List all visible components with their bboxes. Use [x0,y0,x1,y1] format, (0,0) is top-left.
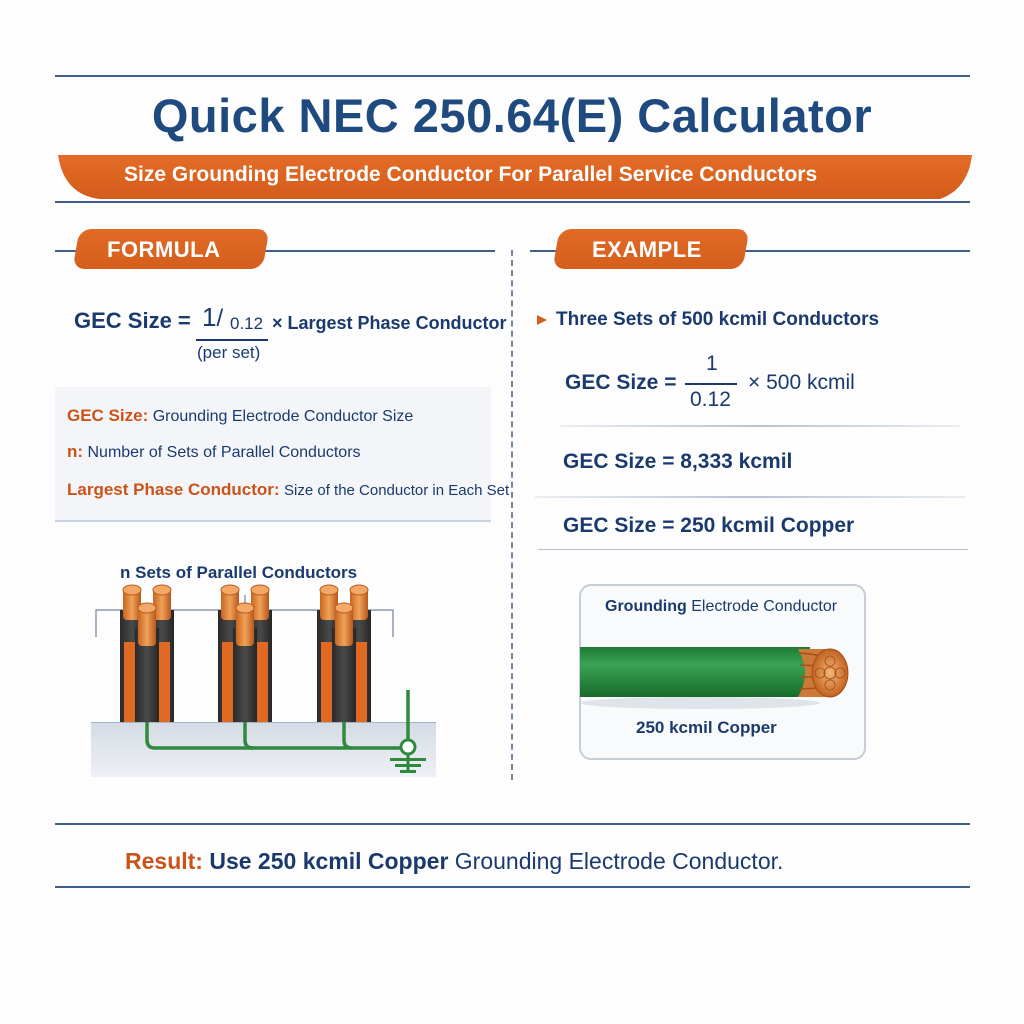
example-heading: Three Sets of 500 kcmil Conductors [556,309,880,330]
example-tag-label: EXAMPLE [592,237,702,262]
example-separator [535,496,965,498]
page-title: Quick NEC 250.64(E) Calculator [151,89,873,142]
result-top-rule [55,823,970,825]
parallel-conductors-diagram [85,580,465,780]
formula-rhs: × Largest Phase Conductor [272,313,507,333]
formula-subnote: (per set) [197,343,261,362]
top-rule [55,75,970,77]
example-bottom-rule [538,549,968,550]
diagram-title: n Sets of Parallel Conductors [120,563,358,582]
formula-tag-label: FORMULA [107,237,221,262]
section-divider [511,250,513,780]
example-separator [560,425,960,427]
formula-lhs: GEC Size = [74,308,191,333]
definition-gec-size: GEC Size: Grounding Electrode Conductor Size [67,406,414,425]
gec-card-size: 250 kcmil Copper [636,718,777,737]
example-step2: GEC Size = 8,333 kcmil [563,450,793,473]
page-subtitle: Size Grounding Electrode Conductor For Parallel Service Conductors [124,163,818,186]
definition-n: n: Number of Sets of Parallel Conductors [67,442,361,461]
triangle-bullet-icon [537,315,547,325]
formula-denominator: 0.12 [230,314,264,333]
result-line: Result: Use 250 kcmil Copper Grounding Electrode Conductor. [125,848,784,874]
gec-card-title: Grounding Electrode Conductor [605,598,838,615]
example-step1-denominator: 0.12 [690,388,731,411]
example-step1-lhs: GEC Size = [565,371,677,394]
green-copper-wire-icon [580,645,855,715]
definition-largest-phase: Largest Phase Conductor: Size of the Conductor in Each Set [67,480,510,499]
example-step3: GEC Size = 250 kcmil Copper [563,514,855,537]
formula-fraction-bar [196,339,268,341]
banner-rule [55,201,970,203]
example-step1-numerator: 1 [706,352,718,375]
example-step1-rhs: × 500 kcmil [748,371,855,394]
ground-symbol-icon [390,754,426,773]
result-bottom-rule [55,886,970,888]
formula-numerator: 1/ [202,302,224,332]
example-step1-fraction-bar [685,383,737,385]
